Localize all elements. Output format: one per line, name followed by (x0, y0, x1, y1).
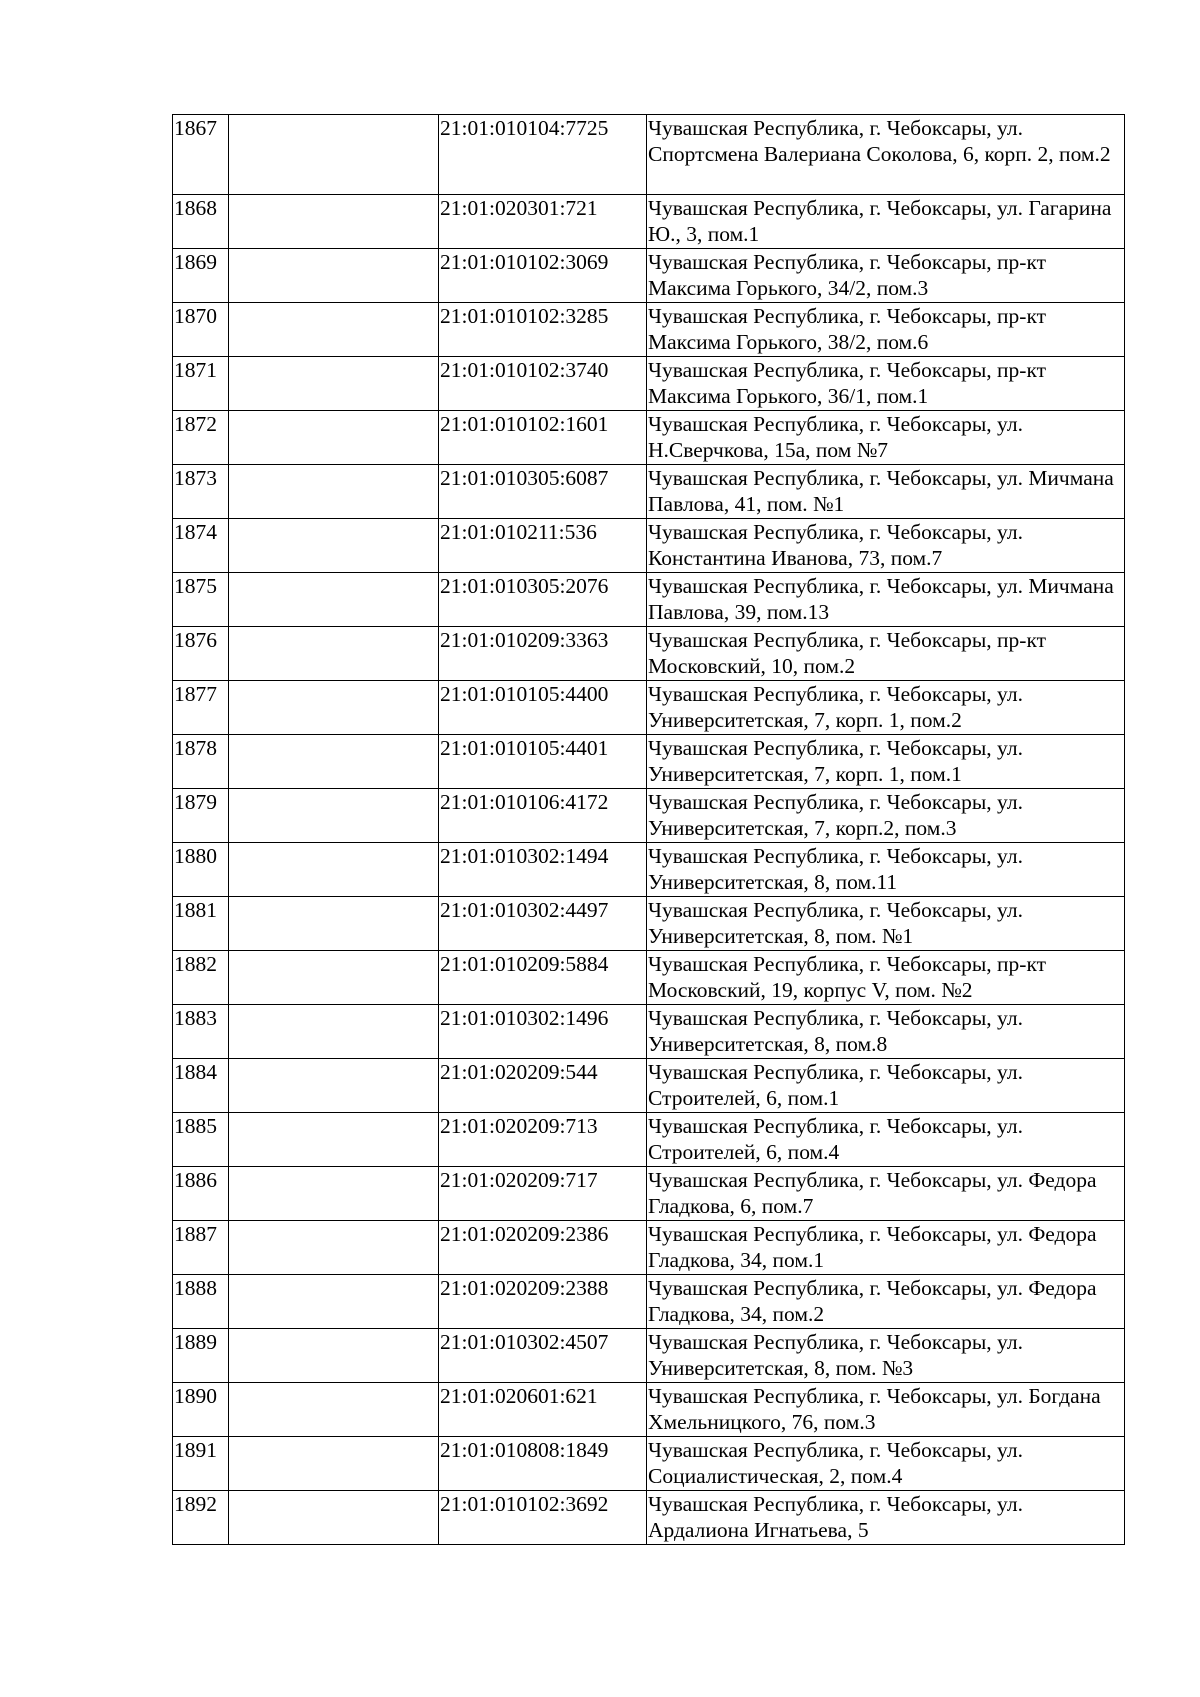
empty-cell (229, 681, 439, 735)
row-number-cell: 1878 (173, 735, 229, 789)
empty-cell (229, 1221, 439, 1275)
cadastral-number-cell: 21:01:020209:717 (439, 1167, 647, 1221)
cadastral-number-cell: 21:01:020601:621 (439, 1383, 647, 1437)
empty-cell (229, 843, 439, 897)
table-row (173, 1005, 1125, 1059)
cadastral-number-cell: 21:01:010302:1496 (439, 1005, 647, 1059)
table-row (173, 681, 1125, 735)
address-cell: Чувашская Республика, г. Чебоксары, пр-кт Максима Горького, 38/2, пом.6 (647, 303, 1125, 357)
cadastral-number-cell: 21:01:020209:2386 (439, 1221, 647, 1275)
row-number-cell: 1879 (173, 789, 229, 843)
table-row (173, 843, 1125, 897)
address-cell: Чувашская Республика, г. Чебоксары, ул. Ардалиона Игнатьева, 5 (647, 1491, 1125, 1545)
empty-cell (229, 195, 439, 249)
table-row (173, 1167, 1125, 1221)
table-row (173, 573, 1125, 627)
table-row (173, 735, 1125, 789)
row-number-cell: 1887 (173, 1221, 229, 1275)
row-number-cell: 1880 (173, 843, 229, 897)
table-row (173, 195, 1125, 249)
row-number-cell: 1869 (173, 249, 229, 303)
empty-cell (229, 303, 439, 357)
empty-cell (229, 1167, 439, 1221)
table-row (173, 1491, 1125, 1545)
empty-cell (229, 735, 439, 789)
cadastral-number-cell: 21:01:010105:4401 (439, 735, 647, 789)
row-number-cell: 1881 (173, 897, 229, 951)
row-number-cell: 1883 (173, 1005, 229, 1059)
row-number-cell: 1889 (173, 1329, 229, 1383)
address-cell: Чувашская Республика, г. Чебоксары, пр-кт Московский, 10, пом.2 (647, 627, 1125, 681)
row-number-cell: 1888 (173, 1275, 229, 1329)
property-registry-table (172, 114, 1125, 1545)
cadastral-number-cell: 21:01:010209:3363 (439, 627, 647, 681)
empty-cell (229, 573, 439, 627)
cadastral-number-cell: 21:01:010102:1601 (439, 411, 647, 465)
cadastral-number-cell: 21:01:010305:6087 (439, 465, 647, 519)
row-number-cell: 1882 (173, 951, 229, 1005)
empty-cell (229, 115, 439, 195)
table-row (173, 303, 1125, 357)
address-cell: Чувашская Республика, г. Чебоксары, ул. Строителей, 6, пом.1 (647, 1059, 1125, 1113)
row-number-cell: 1885 (173, 1113, 229, 1167)
row-number-cell: 1867 (173, 115, 229, 195)
table-row (173, 789, 1125, 843)
table-row (173, 411, 1125, 465)
cadastral-number-cell: 21:01:010302:4507 (439, 1329, 647, 1383)
address-cell: Чувашская Республика, г. Чебоксары, ул. Федора Гладкова, 34, пом.1 (647, 1221, 1125, 1275)
row-number-cell: 1890 (173, 1383, 229, 1437)
address-cell: Чувашская Республика, г. Чебоксары, ул. Богдана Хмельницкого, 76, пом.3 (647, 1383, 1125, 1437)
row-number-cell: 1870 (173, 303, 229, 357)
address-cell: Чувашская Республика, г. Чебоксары, ул. Университетская, 7, корп. 1, пом.1 (647, 735, 1125, 789)
cadastral-number-cell: 21:01:010302:4497 (439, 897, 647, 951)
row-number-cell: 1884 (173, 1059, 229, 1113)
address-cell: Чувашская Республика, г. Чебоксары, ул. Федора Гладкова, 6, пом.7 (647, 1167, 1125, 1221)
address-cell: Чувашская Республика, г. Чебоксары, ул. Н.Сверчкова, 15а, пом №7 (647, 411, 1125, 465)
table-row (173, 465, 1125, 519)
table-row (173, 1275, 1125, 1329)
address-cell: Чувашская Республика, г. Чебоксары, ул. Университетская, 8, пом.8 (647, 1005, 1125, 1059)
empty-cell (229, 951, 439, 1005)
row-number-cell: 1891 (173, 1437, 229, 1491)
address-cell: Чувашская Республика, г. Чебоксары, пр-кт Московский, 19, корпус V, пом. №2 (647, 951, 1125, 1005)
table-row (173, 519, 1125, 573)
table-row (173, 951, 1125, 1005)
empty-cell (229, 1059, 439, 1113)
cadastral-number-cell: 21:01:020209:2388 (439, 1275, 647, 1329)
row-number-cell: 1886 (173, 1167, 229, 1221)
cadastral-number-cell: 21:01:010102:3285 (439, 303, 647, 357)
address-cell: Чувашская Республика, г. Чебоксары, ул. Университетская, 8, пом. №3 (647, 1329, 1125, 1383)
table-row (173, 1113, 1125, 1167)
address-cell: Чувашская Республика, г. Чебоксары, ул. Университетская, 8, пом. №1 (647, 897, 1125, 951)
cadastral-number-cell: 21:01:020209:713 (439, 1113, 647, 1167)
cadastral-number-cell: 21:01:010102:3069 (439, 249, 647, 303)
empty-cell (229, 465, 439, 519)
empty-cell (229, 1383, 439, 1437)
address-cell: Чувашская Республика, г. Чебоксары, ул. Гагарина Ю., 3, пом.1 (647, 195, 1125, 249)
address-cell: Чувашская Республика, г. Чебоксары, ул. Университетская, 8, пом.11 (647, 843, 1125, 897)
cadastral-number-cell: 21:01:010305:2076 (439, 573, 647, 627)
address-cell: Чувашская Республика, г. Чебоксары, ул. Университетская, 7, корп.2, пом.3 (647, 789, 1125, 843)
address-cell: Чувашская Республика, г. Чебоксары, ул. Мичмана Павлова, 39, пом.13 (647, 573, 1125, 627)
cadastral-number-cell: 21:01:010102:3740 (439, 357, 647, 411)
table-row (173, 115, 1125, 195)
table-row (173, 1383, 1125, 1437)
empty-cell (229, 1113, 439, 1167)
empty-cell (229, 519, 439, 573)
empty-cell (229, 249, 439, 303)
cadastral-number-cell: 21:01:010105:4400 (439, 681, 647, 735)
cadastral-number-cell: 21:01:010808:1849 (439, 1437, 647, 1491)
address-cell: Чувашская Республика, г. Чебоксары, ул. Мичмана Павлова, 41, пом. №1 (647, 465, 1125, 519)
cadastral-number-cell: 21:01:010106:4172 (439, 789, 647, 843)
address-cell: Чувашская Республика, г. Чебоксары, ул. Спортсмена Валериана Соколова, 6, корп. 2, пом.2 (647, 115, 1125, 195)
cadastral-number-cell: 21:01:020209:544 (439, 1059, 647, 1113)
cadastral-number-cell: 21:01:020301:721 (439, 195, 647, 249)
row-number-cell: 1892 (173, 1491, 229, 1545)
cadastral-number-cell: 21:01:010104:7725 (439, 115, 647, 195)
table-row (173, 1329, 1125, 1383)
empty-cell (229, 411, 439, 465)
address-cell: Чувашская Республика, г. Чебоксары, ул. Константина Иванова, 73, пом.7 (647, 519, 1125, 573)
table-row (173, 249, 1125, 303)
empty-cell (229, 1491, 439, 1545)
cadastral-number-cell: 21:01:010102:3692 (439, 1491, 647, 1545)
address-cell: Чувашская Республика, г. Чебоксары, ул. Федора Гладкова, 34, пом.2 (647, 1275, 1125, 1329)
registry-table-body (173, 115, 1125, 1545)
table-row (173, 1221, 1125, 1275)
row-number-cell: 1873 (173, 465, 229, 519)
cadastral-number-cell: 21:01:010211:536 (439, 519, 647, 573)
row-number-cell: 1872 (173, 411, 229, 465)
address-cell: Чувашская Республика, г. Чебоксары, ул. Социалистическая, 2, пом.4 (647, 1437, 1125, 1491)
row-number-cell: 1874 (173, 519, 229, 573)
address-cell: Чувашская Республика, г. Чебоксары, пр-кт Максима Горького, 34/2, пом.3 (647, 249, 1125, 303)
address-cell: Чувашская Республика, г. Чебоксары, ул. Строителей, 6, пом.4 (647, 1113, 1125, 1167)
empty-cell (229, 627, 439, 681)
empty-cell (229, 789, 439, 843)
row-number-cell: 1875 (173, 573, 229, 627)
table-row (173, 1059, 1125, 1113)
empty-cell (229, 1329, 439, 1383)
table-row (173, 357, 1125, 411)
address-cell: Чувашская Республика, г. Чебоксары, ул. Университетская, 7, корп. 1, пом.2 (647, 681, 1125, 735)
empty-cell (229, 1275, 439, 1329)
empty-cell (229, 897, 439, 951)
empty-cell (229, 1437, 439, 1491)
address-cell: Чувашская Республика, г. Чебоксары, пр-кт Максима Горького, 36/1, пом.1 (647, 357, 1125, 411)
table-row (173, 1437, 1125, 1491)
cadastral-number-cell: 21:01:010302:1494 (439, 843, 647, 897)
empty-cell (229, 1005, 439, 1059)
row-number-cell: 1877 (173, 681, 229, 735)
row-number-cell: 1871 (173, 357, 229, 411)
cadastral-number-cell: 21:01:010209:5884 (439, 951, 647, 1005)
row-number-cell: 1876 (173, 627, 229, 681)
table-row (173, 627, 1125, 681)
table-row (173, 897, 1125, 951)
row-number-cell: 1868 (173, 195, 229, 249)
empty-cell (229, 357, 439, 411)
